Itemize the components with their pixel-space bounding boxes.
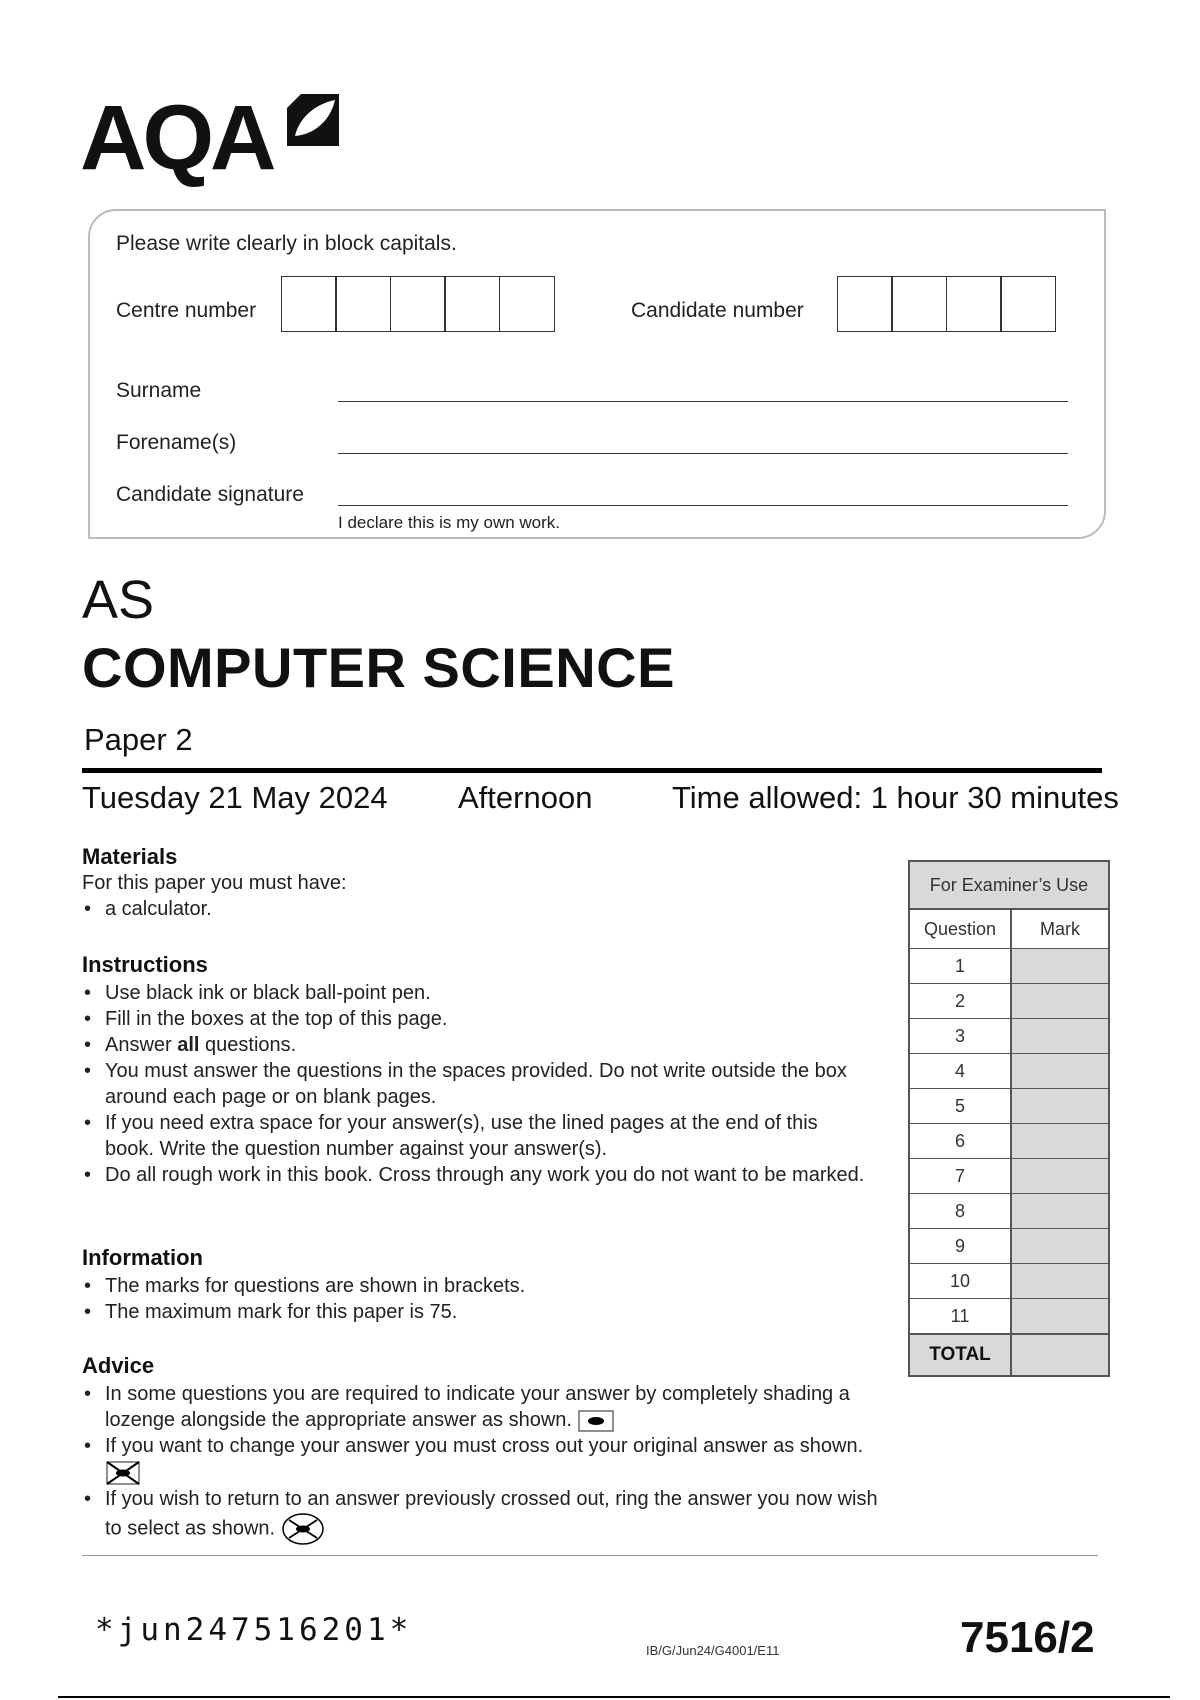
advice-item: • In some questions you are required to indicate your answer by completely shading a lozenge alongside the appropriate answer as shown. xyxy=(82,1381,882,1433)
mark-column-header: Mark xyxy=(1040,919,1080,939)
question-number: 11 xyxy=(910,1299,1012,1333)
candidate-number-box[interactable] xyxy=(837,276,893,332)
aqa-leaf-mark-icon xyxy=(285,92,341,148)
aqa-logo-text: AQA xyxy=(80,87,273,189)
candidate-number-label: Candidate number xyxy=(631,299,804,322)
examiners-column-headers xyxy=(910,910,1108,949)
information-section xyxy=(82,1245,872,1325)
forenames-label: Forename(s) xyxy=(116,431,237,454)
surname-field[interactable] xyxy=(338,401,1068,402)
candidate-number-box[interactable] xyxy=(891,276,947,332)
table-row xyxy=(910,1054,1108,1089)
centre-number-box[interactable] xyxy=(335,276,391,332)
total-label: TOTAL xyxy=(910,1335,1012,1375)
materials-heading: Materials xyxy=(82,844,178,869)
centre-number-label: Centre number xyxy=(116,299,257,322)
centre-number-box[interactable] xyxy=(390,276,446,332)
question-number: 7 xyxy=(910,1159,1012,1193)
instructions-heading: Instructions xyxy=(82,952,208,977)
mark-cell xyxy=(1012,1229,1108,1263)
candidate-number-boxes[interactable] xyxy=(838,276,1056,332)
materials-item: • a calculator. xyxy=(82,896,882,922)
declaration-text: I declare this is my own work. xyxy=(338,513,561,532)
page-bottom-rule xyxy=(58,1696,1170,1698)
instruction-item: • Do all rough work in this book. Cross through any work you do not want to be marked. xyxy=(82,1162,872,1188)
barcode-text: *jun247516201* xyxy=(95,1612,413,1648)
mark-cell xyxy=(1012,1299,1108,1333)
signature-label: Candidate signature xyxy=(116,483,304,506)
forenames-field[interactable] xyxy=(338,453,1068,454)
paper-reference: IB/G/Jun24/G4001/E11 xyxy=(646,1643,780,1658)
shaded-lozenge-icon xyxy=(578,1410,614,1432)
examiners-use-heading: For Examiner’s Use xyxy=(910,862,1108,910)
advice-section xyxy=(82,1353,882,1546)
mark-cell xyxy=(1012,1159,1108,1193)
instruction-item: • Fill in the boxes at the top of this page. xyxy=(82,1006,872,1032)
table-row xyxy=(910,1159,1108,1194)
table-row xyxy=(910,1124,1108,1159)
title-divider xyxy=(82,768,1102,773)
candidate-number-box[interactable] xyxy=(946,276,1002,332)
advice-item: • If you wish to return to an answer previously crossed out, ring the answer you now wish to select as shown. xyxy=(82,1486,882,1546)
table-row xyxy=(910,1019,1108,1054)
question-number: 3 xyxy=(910,1019,1012,1053)
information-item: • The maximum mark for this paper is 75. xyxy=(82,1299,872,1325)
question-number: 1 xyxy=(910,949,1012,983)
mark-cell xyxy=(1012,1124,1108,1158)
table-row xyxy=(910,1194,1108,1229)
question-column-header: Question xyxy=(910,910,1012,948)
question-number: 4 xyxy=(910,1054,1012,1088)
qualification-level: AS xyxy=(82,570,155,630)
table-row xyxy=(910,1229,1108,1264)
table-row xyxy=(910,984,1108,1019)
instruction-item-answer-all: • Answer all questions. xyxy=(82,1032,872,1058)
information-heading: Information xyxy=(82,1245,203,1270)
centre-number-box[interactable] xyxy=(444,276,500,332)
centre-number-box[interactable] xyxy=(281,276,337,332)
examiners-use-table xyxy=(908,860,1110,1377)
ringed-lozenge-icon xyxy=(281,1512,325,1546)
question-number: 2 xyxy=(910,984,1012,1018)
question-number: 6 xyxy=(910,1124,1012,1158)
candidate-number-box[interactable] xyxy=(1000,276,1056,332)
question-number: 10 xyxy=(910,1264,1012,1298)
question-number: 8 xyxy=(910,1194,1012,1228)
mark-cell xyxy=(1012,984,1108,1018)
centre-number-boxes[interactable] xyxy=(282,276,555,332)
materials-intro: For this paper you must have: xyxy=(82,872,347,894)
advice-item: • If you want to change your answer you must cross out your original answer as shown. xyxy=(82,1433,882,1486)
exam-session: Afternoon xyxy=(458,780,593,815)
crossed-lozenge-icon xyxy=(105,1460,141,1486)
table-row xyxy=(910,1089,1108,1124)
mark-cell xyxy=(1012,1264,1108,1298)
signature-field[interactable] xyxy=(338,505,1068,506)
question-number: 9 xyxy=(910,1229,1012,1263)
question-number: 5 xyxy=(910,1089,1012,1123)
paper-number: Paper 2 xyxy=(84,722,193,757)
mark-cell xyxy=(1012,1089,1108,1123)
footer-divider xyxy=(82,1555,1098,1556)
mark-cell xyxy=(1012,949,1108,983)
paper-code: 7516/2 xyxy=(960,1613,1095,1662)
instruction-item: • You must answer the questions in the spaces provided. Do not write outside the box around each page or on blank pages. xyxy=(82,1058,872,1110)
table-row xyxy=(910,1299,1108,1333)
subject-title: COMPUTER SCIENCE xyxy=(82,636,675,699)
mark-cell xyxy=(1012,1194,1108,1228)
mark-cell xyxy=(1012,1019,1108,1053)
time-allowed: Time allowed: 1 hour 30 minutes xyxy=(672,780,1119,815)
instruction-item: • Use black ink or black ball-point pen. xyxy=(82,980,872,1006)
total-mark-cell xyxy=(1012,1335,1108,1375)
table-row xyxy=(910,949,1108,984)
information-item: • The marks for questions are shown in brackets. xyxy=(82,1273,872,1299)
advice-heading: Advice xyxy=(82,1353,155,1378)
centre-number-box[interactable] xyxy=(499,276,555,332)
instructions-section xyxy=(82,952,872,1188)
surname-label: Surname xyxy=(116,379,202,402)
instruction-item: • If you need extra space for your answer(s), use the lined pages at the end of this book. Write the question number against your answer(s). xyxy=(82,1110,872,1162)
total-row xyxy=(910,1333,1108,1375)
table-row xyxy=(910,1264,1108,1299)
exam-date: Tuesday 21 May 2024 xyxy=(82,780,388,815)
materials-section xyxy=(82,844,882,922)
block-capitals-instruction: Please write clearly in block capitals. xyxy=(116,232,457,255)
mark-cell xyxy=(1012,1054,1108,1088)
